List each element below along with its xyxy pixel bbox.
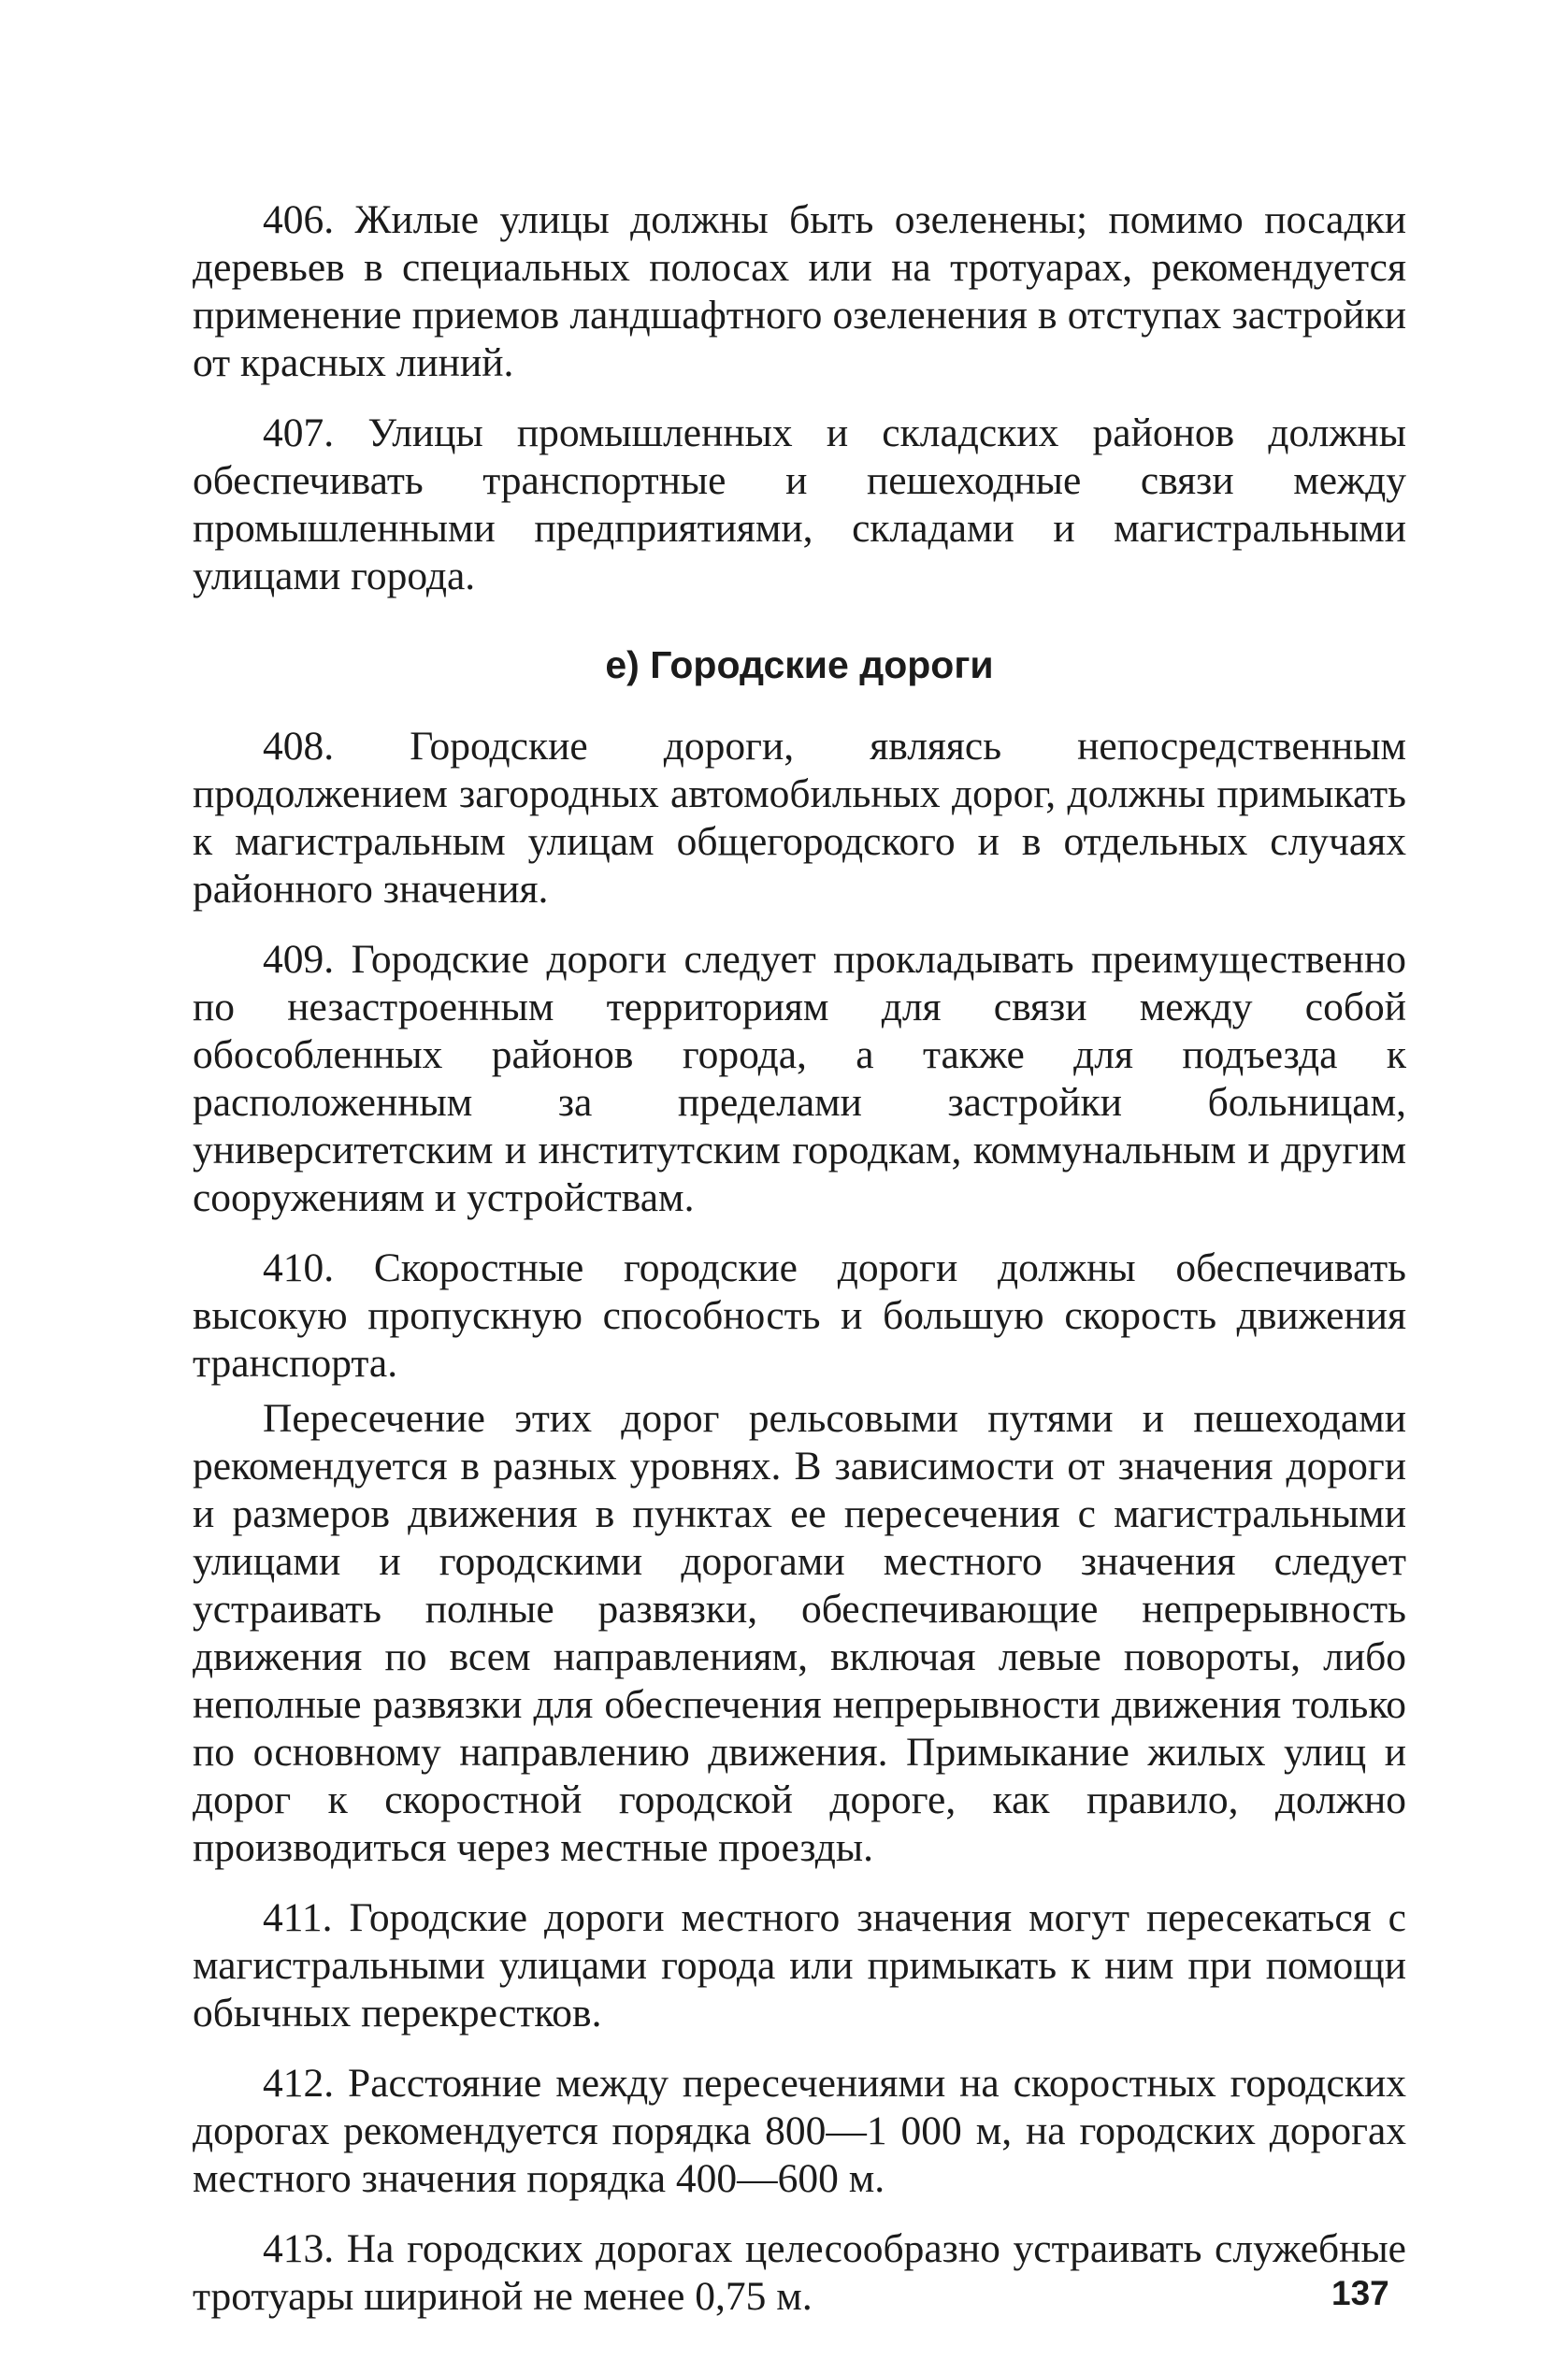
paragraph-407: 407. Улицы промышленных и складских районов должны обеспечивать транспортные и пешеходные связи между промышленными предприятиями, складами и магистральными улицами города. [193,410,1406,598]
paragraph-406: 406. Жилые улицы должны быть озеленены; помимо посадки деревьев в специальных полосах или на тротуарах, рекомендуется применение приемов ландшафтного озеленения в отступах застройки от красных линий. [193,197,1406,385]
paragraph-408: 408. Городские дороги, являясь непосредственным продолжением загородных автомобильных дорог, должны примыкать к магистральным улицам общегородского и в отдельных случаях районного значения. [193,724,1406,912]
paragraph-411: 411. Городские дороги местного значения могут пересекаться с магистральными улицами города или примыкать к ним при помощи обычных перекрестков. [193,1895,1406,2036]
paragraph-409: 409. Городские дороги следует прокладывать преимущественно по незастроенным территориям для связи между собой обособленных районов города, а также для подъезда к расположенным за пределами застройки больницам, университетским и институтским городкам, коммунальным и другим сооружениям и устройствам. [193,937,1406,1220]
document-page [193,196,1406,2321]
paragraph-410-continued: Пересечение этих дорог рельсовыми путями и пешеходами рекомендуется в разных уровнях. В зависимости от значения дороги и размеров движения в пунктах ее пересечения с магистральными улицами и городскими дорогами местного значения следует устраивать полные развязки, обеспечивающие непрерывность движения по всем направлениям, включая левые повороты, либо неполные развязки для обеспечения непрерывности движения только по основному направлению движения. Примыкание жилых улиц и дорог к скоростной городской дороге, как правило, должно производиться через местные проезды. [193,1396,1406,1870]
paragraph-410: 410. Скоростные городские дороги должны обеспечивать высокую пропускную способность и большую скорость движения транспорта. [193,1245,1406,1386]
paragraph-412: 412. Расстояние между пересечениями на скоростных городских дорогах рекомендуется порядка 800—1 000 м, на городских дорогах местного значения порядка 400—600 м. [193,2061,1406,2201]
paragraph-413: 413. На городских дорогах целесообразно устраивать служебные тротуары шириной не менее 0,75 м. [193,2226,1406,2319]
section-heading: е) Городские дороги [605,643,994,686]
page-number: 137 [1331,2274,1389,2312]
